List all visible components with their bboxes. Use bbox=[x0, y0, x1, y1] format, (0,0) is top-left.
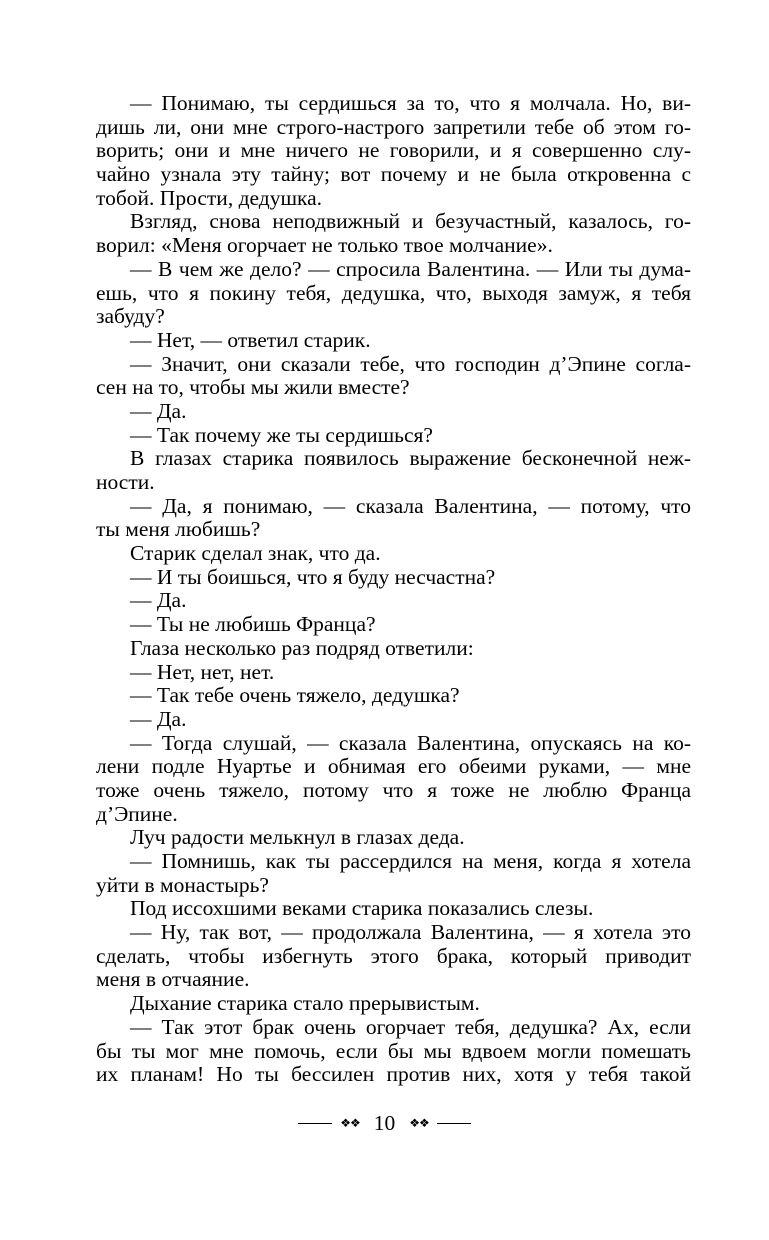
text-line: меня в отчаяние. bbox=[96, 967, 250, 992]
text-line: Старик сделал знак, что да. bbox=[130, 541, 381, 566]
ornament-right-icon: ❖❖ bbox=[409, 1115, 429, 1130]
ornament-left-icon: ❖❖ bbox=[340, 1115, 360, 1130]
text-line: — Ты не любишь Франца? bbox=[130, 612, 376, 637]
text-line: В глазах старика появилось выражение бесконечной неж- bbox=[130, 446, 691, 471]
text-line: ворил: «Меня огорчает не только твое молчание». bbox=[96, 233, 553, 258]
text-line: Луч радости мелькнул в глазах деда. bbox=[130, 825, 465, 850]
text-line: — Так тебе очень тяжело, дедушка? bbox=[130, 683, 460, 708]
page-number: 10 bbox=[373, 1110, 396, 1135]
text-line: — Нет, — ответил старик. bbox=[130, 327, 371, 352]
text-line: Под иссохшими веками старика показались слезы. bbox=[130, 896, 594, 921]
text-line: — Да, я понимаю, — сказала Валентина, — потому, что bbox=[130, 493, 691, 518]
text-line: дишь ли, они мне строго-настрого запретили тебе об этом го- bbox=[96, 114, 691, 139]
text-line: ности. bbox=[96, 470, 155, 494]
page-body-text bbox=[96, 92, 691, 1087]
text-line: ешь, что я покину тебя, дедушка, что, выходя замуж, я тебя bbox=[96, 280, 691, 305]
text-line: Взгляд, снова неподвижный и безучастный, казалось, го- bbox=[130, 209, 691, 234]
text-line: — Нет, нет, нет. bbox=[130, 659, 275, 684]
text-line: — Так почему же ты сердишься? bbox=[130, 422, 433, 447]
text-line: бы ты мог мне помочь, если бы мы вдвоем могли помешать bbox=[96, 1038, 691, 1063]
text-line: забуду? bbox=[96, 304, 165, 329]
text-line: их планам! Но ты бессилен против них, хотя у тебя такой bbox=[96, 1062, 691, 1087]
text-line: тобой. Прости, дедушка. bbox=[96, 185, 323, 210]
text-line: — Тогда слушай, — сказала Валентина, опускаясь на ко- bbox=[130, 730, 691, 755]
text-line: уйти в монастырь? bbox=[96, 872, 269, 897]
text-line: ворить; они и мне ничего не говорили, и я совершенно слу- bbox=[96, 138, 691, 163]
text-line: — Ну, так вот, — продолжала Валентина, — я хотела это bbox=[130, 920, 691, 945]
text-line: тоже очень тяжело, потому что я тоже не люблю Франца bbox=[96, 777, 691, 802]
text-line: — Да. bbox=[130, 588, 187, 613]
text-line: сделать, чтобы избегнуть этого брака, который приводит bbox=[96, 943, 691, 968]
text-line: Дыхание старика стало прерывистым. bbox=[130, 991, 480, 1016]
footer-rule-right bbox=[437, 1123, 471, 1124]
text-line: — Да. bbox=[130, 398, 187, 423]
text-line: — Значит, они сказали тебе, что господин д’Эпине согла- bbox=[130, 351, 691, 376]
text-line: чайно узнала эту тайну; вот почему и не была откровенна с bbox=[96, 162, 691, 187]
text-line: — Понимаю, ты сердишься за то, что я молчала. Но, ви- bbox=[130, 91, 691, 115]
text-line: — В чем же дело? — спросила Валентина. — Или ты дума- bbox=[130, 256, 691, 281]
text-line: ты меня любишь? bbox=[96, 517, 261, 542]
text-line: — И ты боишься, что я буду несчастна? bbox=[130, 564, 496, 589]
text-line: сен на то, чтобы мы жили вместе? bbox=[96, 375, 410, 400]
text-line: — Помнишь, как ты рассердился на меня, когда я хотела bbox=[130, 849, 691, 873]
text-line: — Да. bbox=[130, 706, 187, 731]
text-line: лени подле Нуартье и обнимая его обеими руками, — мне bbox=[96, 754, 691, 779]
footer-rule-left bbox=[298, 1123, 332, 1124]
page-footer bbox=[0, 1108, 769, 1138]
text-line: — Так этот брак очень огорчает тебя, дедушка? Ах, если bbox=[130, 1014, 691, 1039]
text-line: Глаза несколько раз подряд ответили: bbox=[130, 635, 474, 660]
text-line: д’Эпине. bbox=[96, 801, 178, 826]
